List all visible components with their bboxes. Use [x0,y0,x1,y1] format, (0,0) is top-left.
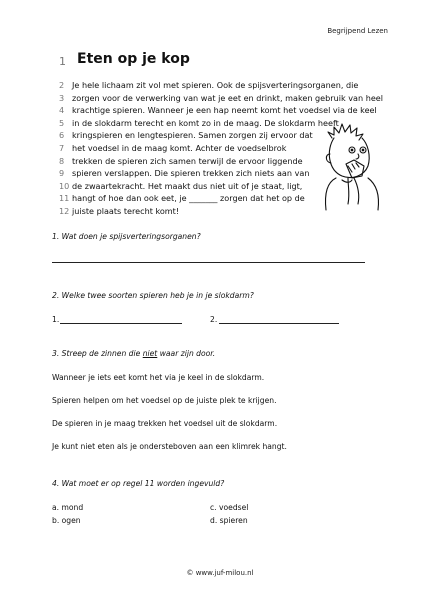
line-text: zorgen voor de verwerking van wat je eet en drinkt, maken gebruik van heel [72,92,384,103]
line-text: krachtige spieren. Wanneer je een hap neemt komt het voedsel via de keel [72,105,377,116]
line-text: juiste plaats terecht komt! [72,206,180,216]
line-text: trekken de spieren zich samen terwijl de ervoor liggende [72,155,303,166]
line-text: in de slokdarm terecht en komt zo in de maag. De slokdarm heeft [72,117,339,128]
text-line [59,156,303,167]
text-line [59,105,377,116]
line-number: 4 [59,105,65,116]
question-3 [52,349,215,358]
line-text: spieren verslappen. Die spieren trekken zich niets aan van [72,168,310,179]
statement-4[interactable]: Je kunt niet eten als je ondersteboven aan een klimrek hangt. [52,442,287,451]
title-line-number: 1 [59,55,66,68]
question-2: 2. Welke twee soorten spieren heb je in je slokdarm? [52,291,254,300]
line-text: de zwaartekracht. Het maakt dus niet uit of je staat, ligt, [72,180,303,191]
line-text: kringspieren en lengtespieren. Samen zorgen zij ervoor dat [72,130,313,141]
text-line [59,130,313,141]
question-3-emphasis: niet [142,349,158,358]
answer-line-q2-2[interactable] [219,323,339,324]
page-title: Eten op je kop [77,51,190,67]
answer-label-1: 1. [52,315,60,324]
line-number: 9 [59,168,65,179]
text-line [59,193,305,204]
option-a[interactable]: a. mond [52,503,84,512]
line-number: 12 [59,206,70,216]
line-number: 5 [59,117,65,128]
option-c[interactable]: c. voedsel [210,503,249,512]
text-line [59,93,383,104]
text-line [59,206,179,217]
header-subject: Begrijpend Lezen [327,27,388,35]
text-line [59,118,339,129]
line-number: 6 [59,130,65,141]
option-d[interactable]: d. spieren [210,516,248,525]
line-number: 3 [59,92,65,103]
line-number: 2 [59,80,65,90]
line-number: 10 [59,180,70,191]
answer-label-2: 2. [210,315,218,324]
line-text: het voedsel in de maag komt. Achter de voedselbrok [72,143,287,153]
answer-line-q1[interactable] [52,262,365,263]
line-text: Je hele lichaam zit vol met spieren. Ook de spijsverteringsorganen, die [72,80,359,90]
line-number: 8 [59,155,65,166]
question-3-post: waar zijn door. [157,349,216,358]
question-1: 1. Wat doen je spijsverteringsorganen? [52,232,201,241]
option-b[interactable]: b. ogen [52,516,81,525]
question-3-pre: 3. Streep de zinnen die [52,349,143,358]
text-line [59,181,302,192]
text-line [59,143,286,154]
footer-copyright: © www.juf-milou.nl [186,569,254,577]
line-text: hangt of hoe dan ook eet, je _______ zorgen dat het op de [72,193,305,204]
line-number: 7 [59,143,65,153]
question-4: 4. Wat moet er op regel 11 worden ingevuld? [52,479,225,488]
text-line [59,80,358,91]
text-line [59,168,309,179]
line-number: 11 [59,193,70,204]
statement-3[interactable]: De spieren in je maag trekken het voedsel uit de slokdarm. [52,419,278,428]
statement-2[interactable]: Spieren helpen om het voedsel op de juiste plek te krijgen. [52,396,277,405]
statement-1[interactable]: Wanneer je iets eet komt het via je keel in de slokdarm. [52,373,265,382]
answer-line-q2-1[interactable] [60,323,182,324]
boy-eating-illustration [318,120,393,220]
